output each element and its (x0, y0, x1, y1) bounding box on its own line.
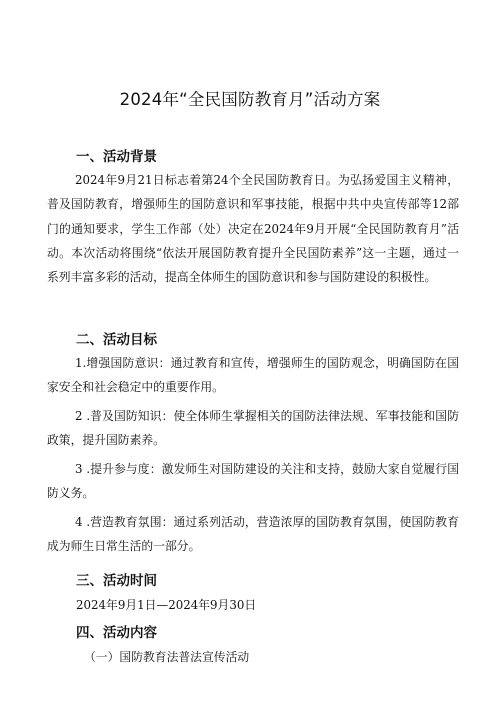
section-heading-background: 一、活动背景 (76, 149, 157, 165)
section-heading-goals: 二、活动目标 (76, 332, 157, 348)
section-heading-time: 三、活动时间 (76, 573, 157, 589)
document-title: 2024年“全民国防教育月”活动方案 (119, 90, 381, 109)
activity-dates: 2024年9月1日—2024年9月30日 (76, 598, 257, 612)
goal-item-2: 2 .普及国防知识：使全体师生掌握相关的国防法律法规、军事技能和国防政策，提升国防素养。 (47, 409, 459, 448)
section-heading-content: 四、活动内容 (76, 625, 157, 641)
content-subheading-1: （一）国防教育法普法宣传活动 (84, 650, 250, 664)
goal-item-3: 3 .提升参与度：激发师生对国防建设的关注和支持，鼓励大家自觉履行国防义务。 (47, 462, 459, 501)
goal-item-4: 4 .营造教育氛围：通过系列活动，营造浓厚的国防教育氛围，使国防教育成为师生日常生活的一部分。 (47, 515, 459, 554)
background-paragraph: 2024年9月21日标志着第24个全民国防教育日。为弘扬爱国主义精神，普及国防教育，增强师生的国防意识和军事技能，根据中共中央宣传部等12部门的通知要求，学生工作部（处）决定在2024年9月开展“全民国防教育月”活动。本次活动将围绕“依法开展国防教育提升全民国防素养”这一主题，通过一系列丰富多彩的活动，提高全体师生的国防意识和参与国防建设的积极性。 (47, 173, 459, 285)
goal-item-1: 1.增强国防意识：通过教育和宣传，增强师生的国防观念，明确国防在国家安全和社会稳定中的重要作用。 (47, 356, 459, 395)
